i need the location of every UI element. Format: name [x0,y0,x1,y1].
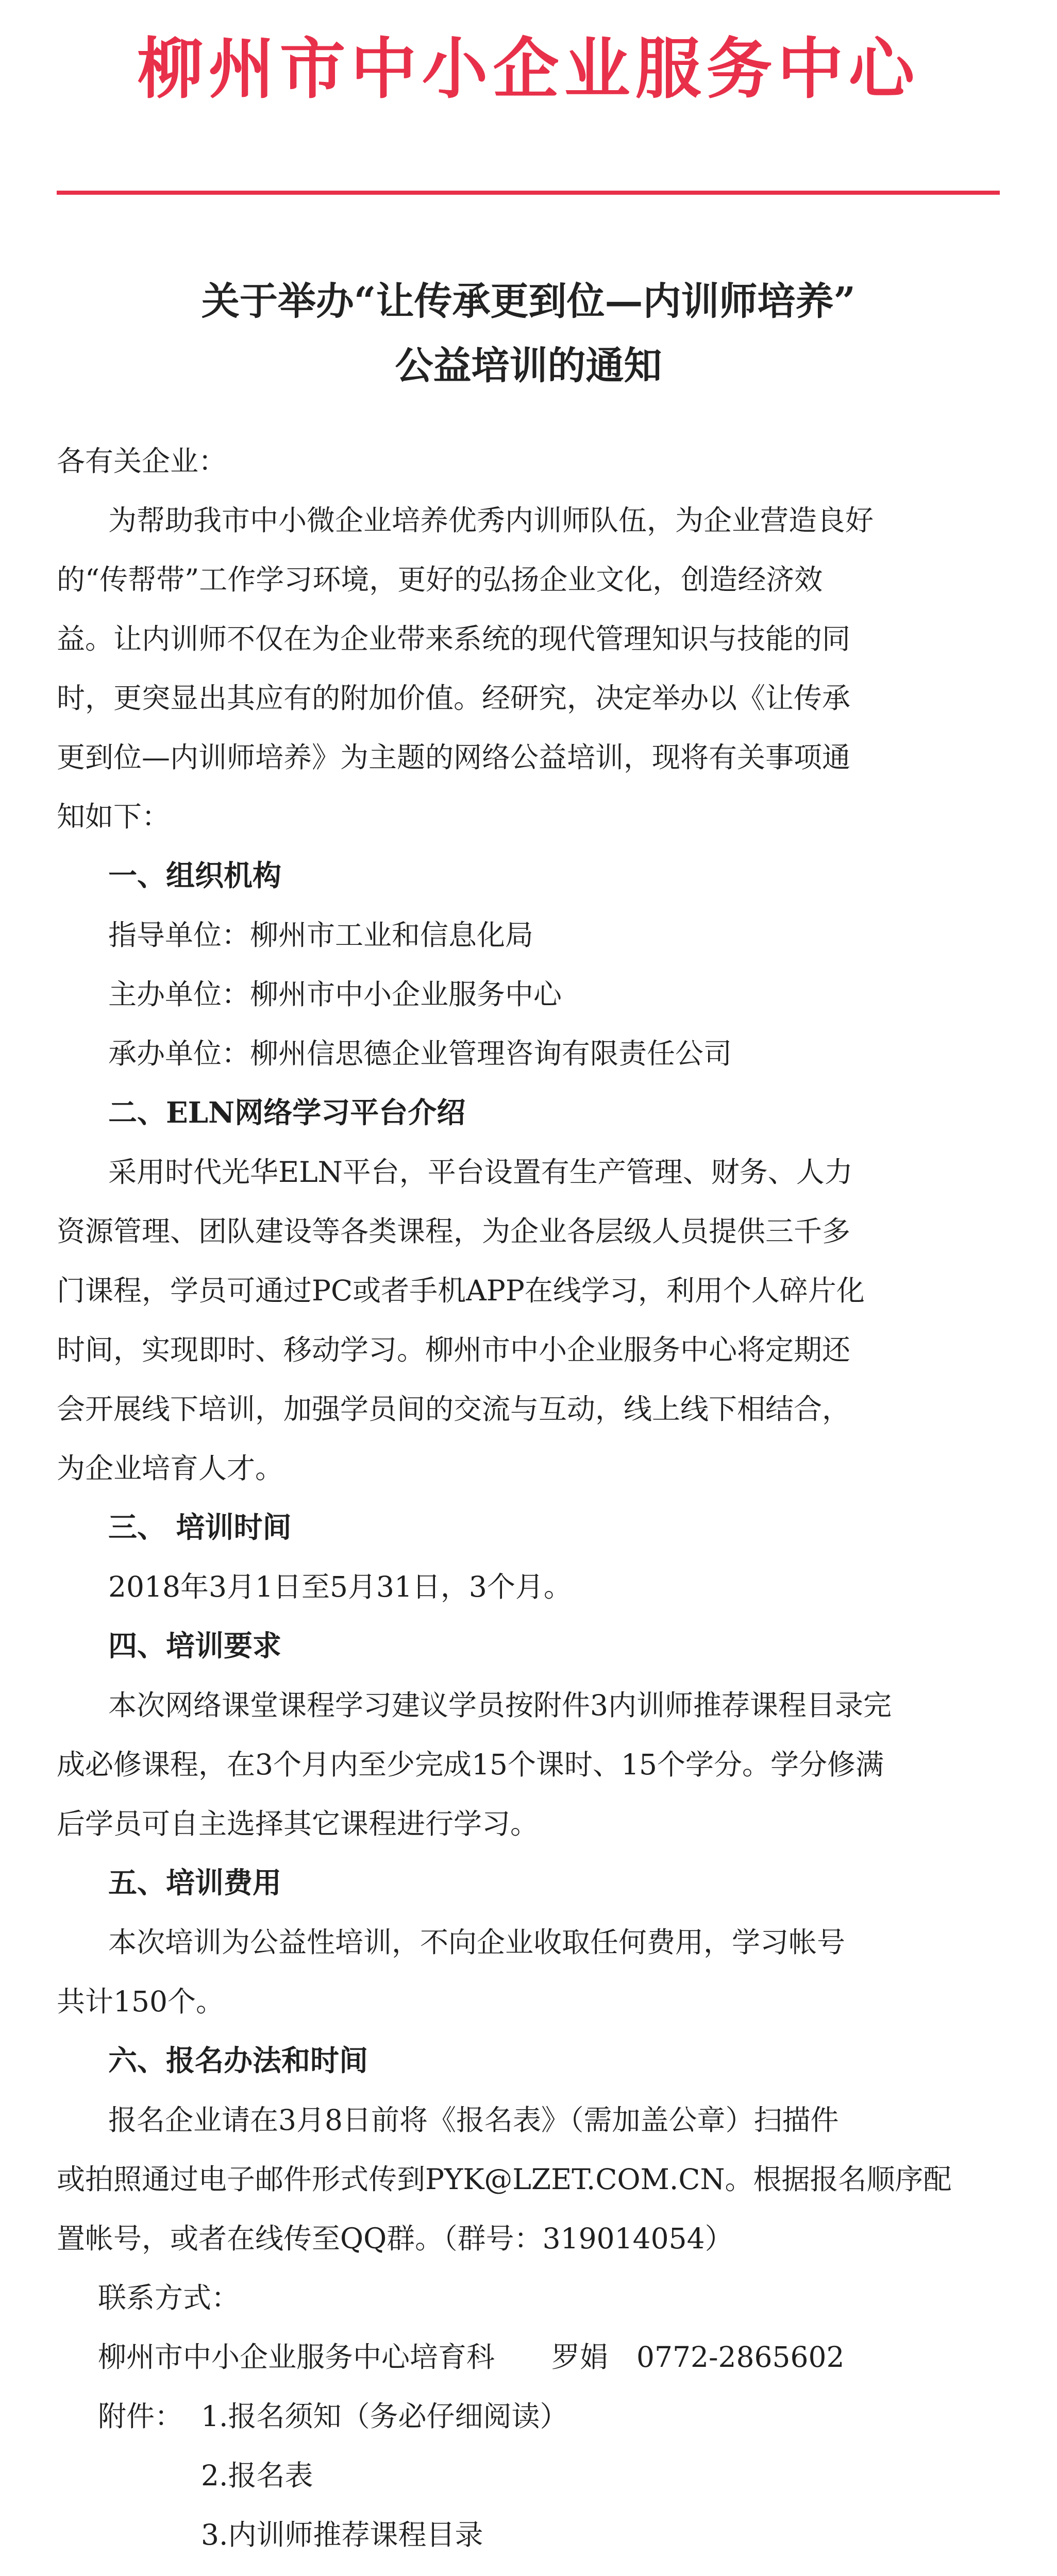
section-heading-requirements: 四、培训要求 [108,1629,281,1663]
attachment-item: 2.报名表 [201,2459,313,2492]
attachment-item: 1.报名须知（务必仔细阅读） [201,2400,568,2433]
letterhead-divider [57,191,1000,195]
letterhead-org: 柳州市中小企业服务中心 [137,31,920,108]
org-line: 承办单位：柳州信思德企业管理咨询有限责任公司 [108,1037,732,1070]
intro-line: 知如下： [57,800,171,833]
intro-line: 益。让内训师不仅在为企业带来系统的现代管理知识与技能的同 [57,622,851,655]
attachments-label: 附件： [98,2400,183,2433]
requirements-line: 后学员可自主选择其它课程进行学习。 [57,1807,539,1840]
platform-line: 采用时代光华ELN平台，平台设置有生产管理、财务、人力 [108,1156,853,1189]
intro-line: 的“传帮带”工作学习环境，更好的弘扬企业文化，创造经济效 [57,563,823,596]
intro-line: 更到位—内训师培养》为主题的网络公益培训，现将有关事项通 [57,741,851,774]
requirements-line: 本次网络课堂课程学习建议学员按附件3内训师推荐课程目录完 [108,1689,892,1722]
fees-line: 共计150个。 [57,1985,224,2018]
registration-line: 报名企业请在3月8日前将《报名表》（需加盖公章）扫描件 [108,2104,839,2137]
registration-line: 或拍照通过电子邮件形式传到PYK@LZET.COM.CN。根据报名顺序配 [57,2163,952,2196]
requirements-line: 成必修课程，在3个月内至少完成15个课时、15个学分。学分修满 [57,1748,884,1781]
section-heading-registration: 六、报名办法和时间 [108,2044,368,2078]
contact-line: 柳州市中小企业服务中心培育科 罗娟 0772-2865602 [98,2341,845,2374]
time-line: 2018年3月1日至5月31日，3个月。 [108,1570,572,1603]
registration-line: 置帐号，或者在线传至QQ群。（群号：319014054） [57,2222,733,2255]
salutation: 各有关企业： [57,445,227,478]
section-heading-fees: 五、培训费用 [108,1866,281,1900]
intro-line: 时，更突显出其应有的附加价值。经研究，决定举办以《让传承 [57,682,851,715]
section-heading-platform: 二、ELN网络学习平台介绍 [108,1096,466,1130]
intro-line: 为帮助我市中小微企业培养优秀内训师队伍，为企业营造良好 [108,504,874,537]
fees-line: 本次培训为公益性培训，不向企业收取任何费用，学习帐号 [108,1926,846,1959]
section-heading-time: 三、 培训时间 [108,1511,292,1545]
platform-line: 门课程，学员可通过PC或者手机APP在线学习，利用个人碎片化 [57,1274,865,1307]
platform-line: 资源管理、团队建设等各类课程，为企业各层级人员提供三千多 [57,1215,851,1248]
section-heading-organization: 一、组织机构 [108,859,281,893]
org-line: 指导单位：柳州市工业和信息化局 [108,919,534,952]
platform-line: 为企业培育人才。 [57,1452,284,1485]
notice-title-line-1: 关于举办“让传承更到位—内训师培养” [201,279,856,324]
platform-line: 会开展线下培训，加强学员间的交流与互动，线上线下相结合， [57,1393,851,1426]
contact-label: 联系方式： [98,2281,240,2314]
attachment-item: 3.内训师推荐课程目录 [201,2518,483,2551]
platform-line: 时间，实现即时、移动学习。柳州市中小企业服务中心将定期还 [57,1333,851,1366]
notice-title-line-2: 公益培训的通知 [395,344,662,388]
org-line: 主办单位：柳州市中小企业服务中心 [108,978,562,1011]
